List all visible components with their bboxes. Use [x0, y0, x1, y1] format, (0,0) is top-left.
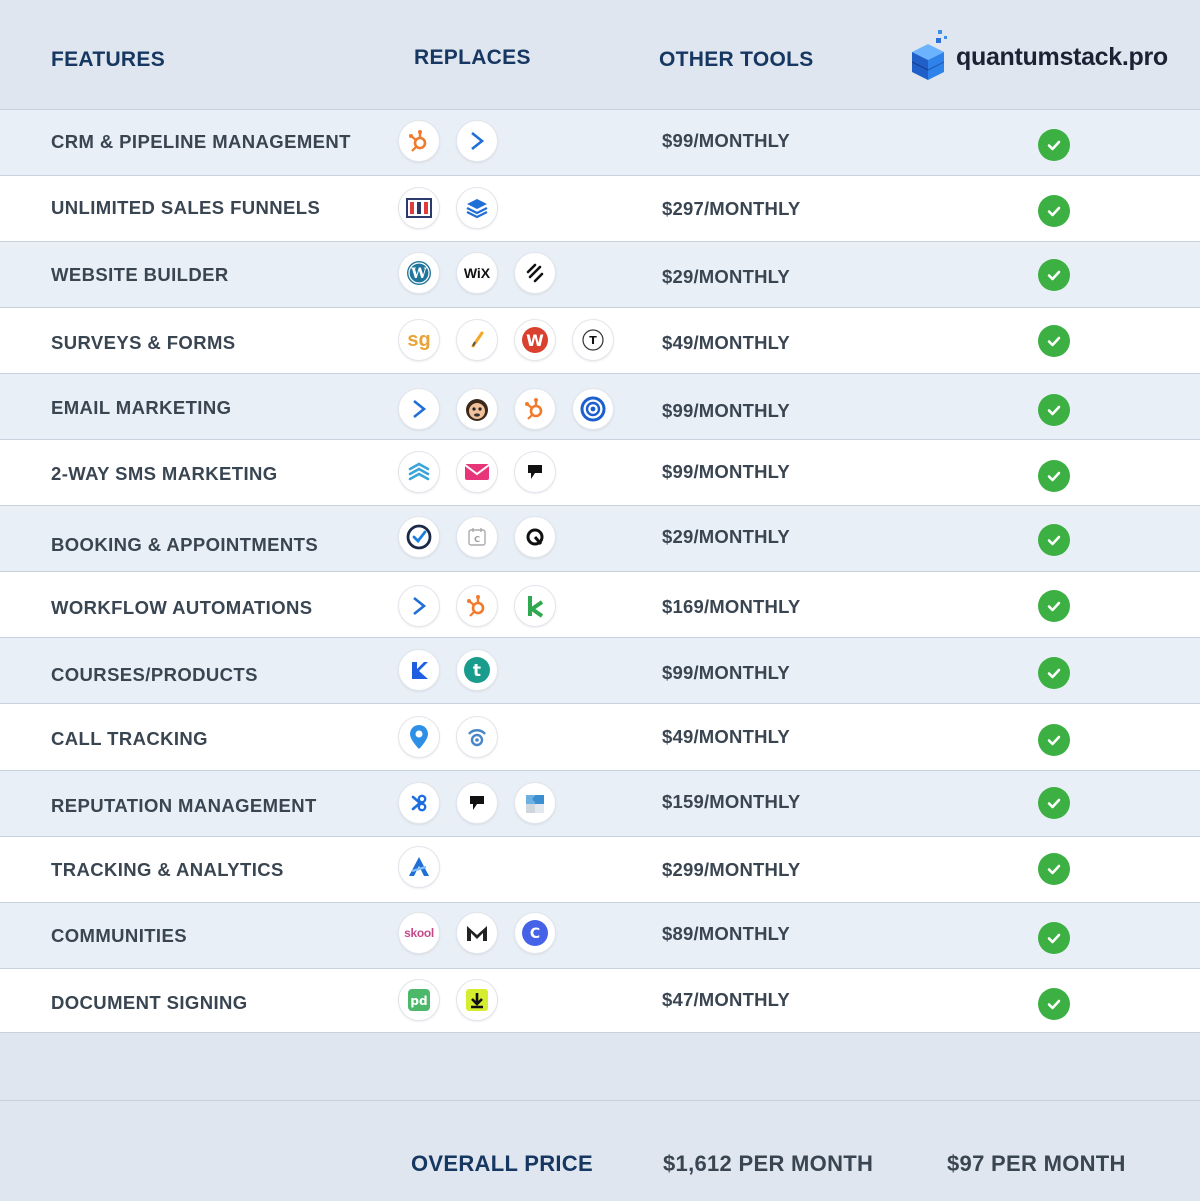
- check-icon: [1038, 988, 1070, 1020]
- surveygizmo-icon: sg: [398, 319, 440, 361]
- other-tools-price: $169/MONTHLY: [662, 596, 801, 617]
- check-icon: [1038, 524, 1070, 556]
- replaced-tools: [398, 585, 572, 627]
- typeform-icon: [572, 319, 614, 361]
- feature-label: CRM & PIPELINE MANAGEMENT: [51, 131, 351, 152]
- check-icon: [1038, 325, 1070, 357]
- table-row: [0, 241, 1200, 307]
- check-icon: [1038, 129, 1070, 161]
- calendar-icon: [456, 516, 498, 558]
- pandadoc-icon: [398, 979, 440, 1021]
- check-icon: [1038, 657, 1070, 689]
- table-row: [0, 505, 1200, 571]
- skool-icon: skool: [398, 912, 440, 954]
- svg-text:t: t: [472, 661, 482, 681]
- table-row: [0, 703, 1200, 770]
- table-row: [0, 770, 1200, 836]
- other-tools-column-header: OTHER TOOLS: [659, 48, 814, 71]
- feature-label: COMMUNITIES: [51, 925, 187, 946]
- other-tools-price: $49/MONTHLY: [662, 726, 790, 747]
- hubspot-icon: [456, 585, 498, 627]
- other-tools-price: $99/MONTHLY: [662, 130, 790, 151]
- squarespace-icon: [514, 252, 556, 294]
- replaced-tools: [398, 319, 630, 361]
- replaced-tools: [398, 782, 572, 824]
- replaced-tools: [398, 388, 630, 430]
- teachable-icon: [456, 649, 498, 691]
- table-row: [0, 637, 1200, 703]
- replaced-tools: [398, 979, 514, 1021]
- table-row: [0, 836, 1200, 902]
- calendly-icon: [398, 516, 440, 558]
- envelope-icon: [456, 451, 498, 493]
- kajabi-icon: [398, 649, 440, 691]
- other-tools-price: $99/MONTHLY: [662, 461, 790, 482]
- feature-label: UNLIMITED SALES FUNNELS: [51, 197, 321, 218]
- twilio-waves-icon: [398, 451, 440, 493]
- brand-name: quantumstack.pro: [956, 42, 1168, 71]
- replaced-tools: [398, 252, 572, 294]
- replaced-tools: [398, 716, 514, 758]
- activecampaign-icon: [456, 120, 498, 162]
- check-icon: [1038, 787, 1070, 819]
- other-tools-price: $47/MONTHLY: [662, 989, 790, 1010]
- other-tools-price: $89/MONTHLY: [662, 923, 790, 944]
- feature-label: COURSES/PRODUCTS: [51, 664, 258, 685]
- other-tools-price: $99/MONTHLY: [662, 400, 790, 421]
- mailchimp-icon: [456, 388, 498, 430]
- feature-label: 2-WAY SMS MARKETING: [51, 463, 278, 484]
- podium-icon: [456, 782, 498, 824]
- birdeye-icon: [398, 782, 440, 824]
- table-header: [0, 0, 1200, 109]
- table-row: [0, 968, 1200, 1032]
- acuity-icon: [514, 516, 556, 558]
- replaced-tools: [398, 846, 456, 888]
- activecampaign-icon: [398, 388, 440, 430]
- replaced-tools: [398, 912, 572, 954]
- callrail-icon: [456, 716, 498, 758]
- table-row: [0, 373, 1200, 439]
- table-row: [0, 439, 1200, 505]
- feature-label: DOCUMENT SIGNING: [51, 992, 248, 1013]
- check-icon: [1038, 259, 1070, 291]
- feature-label: EMAIL MARKETING: [51, 397, 232, 418]
- other-tools-price: $29/MONTHLY: [662, 526, 790, 547]
- table-row: [0, 307, 1200, 373]
- check-icon: [1038, 394, 1070, 426]
- table-row: [0, 175, 1200, 241]
- brand-logo: [908, 30, 1168, 84]
- check-icon: [1038, 590, 1070, 622]
- check-icon: [1038, 460, 1070, 492]
- circle-icon: [514, 912, 556, 954]
- table-row: [0, 902, 1200, 968]
- feature-label: TRACKING & ANALYTICS: [51, 859, 284, 880]
- jotform-icon: [456, 319, 498, 361]
- feature-label: WEBSITE BUILDER: [51, 264, 229, 285]
- feature-label: SURVEYS & FORMS: [51, 332, 236, 353]
- replaces-column-header: REPLACES: [414, 46, 531, 69]
- check-icon: [1038, 922, 1070, 954]
- replaced-tools: [398, 451, 572, 493]
- feature-label: WORKFLOW AUTOMATIONS: [51, 597, 313, 618]
- replaced-tools: [398, 187, 514, 229]
- puzzle-icon: [514, 782, 556, 824]
- hubspot-icon: [398, 120, 440, 162]
- wufoo-icon: [514, 319, 556, 361]
- svg-text:C: C: [474, 535, 480, 544]
- replaced-tools: [398, 649, 514, 691]
- other-tools-price: $299/MONTHLY: [662, 859, 801, 880]
- svg-text:pd: pd: [410, 994, 428, 1008]
- table-row: [0, 571, 1200, 637]
- other-tools-price: $99/MONTHLY: [662, 662, 790, 683]
- other-tools-total: $1,612 PER MONTH: [663, 1151, 874, 1176]
- overall-price-label: OVERALL PRICE: [411, 1151, 593, 1176]
- features-column-header: FEATURES: [51, 48, 166, 71]
- spacer-band: [0, 1032, 1200, 1100]
- hubspot-icon: [514, 388, 556, 430]
- our-price-total: $97 PER MONTH: [947, 1151, 1126, 1176]
- check-icon: [1038, 853, 1070, 885]
- location-pin-icon: [398, 716, 440, 758]
- feature-label: BOOKING & APPOINTMENTS: [51, 534, 319, 555]
- leadpages-icon: [456, 187, 498, 229]
- svg-text:T: T: [589, 334, 597, 347]
- feature-label: CALL TRACKING: [51, 728, 208, 749]
- cube-logo-icon: [908, 30, 948, 84]
- podium-icon: [514, 451, 556, 493]
- total-row: [0, 1100, 1200, 1201]
- activecampaign-icon: [398, 585, 440, 627]
- wix-icon: WiX: [456, 252, 498, 294]
- other-tools-price: $297/MONTHLY: [662, 198, 801, 219]
- mighty-icon: [456, 912, 498, 954]
- replaced-tools: [398, 516, 572, 558]
- wordpress-icon: [398, 252, 440, 294]
- svg-text:C: C: [529, 926, 541, 942]
- check-icon: [1038, 195, 1070, 227]
- feature-label: REPUTATION MANAGEMENT: [51, 795, 317, 816]
- constant-contact-icon: [572, 388, 614, 430]
- keap-icon: [514, 585, 556, 627]
- replaced-tools: [398, 120, 514, 162]
- check-icon: [1038, 724, 1070, 756]
- other-tools-price: $159/MONTHLY: [662, 791, 801, 812]
- download-icon: [456, 979, 498, 1021]
- other-tools-price: $29/MONTHLY: [662, 266, 790, 287]
- analytics-a-icon: [398, 846, 440, 888]
- clickfunnels-icon: [398, 187, 440, 229]
- table-row: [0, 109, 1200, 175]
- svg-text:W: W: [526, 331, 544, 350]
- svg-text:W: W: [411, 266, 427, 282]
- other-tools-price: $49/MONTHLY: [662, 332, 790, 353]
